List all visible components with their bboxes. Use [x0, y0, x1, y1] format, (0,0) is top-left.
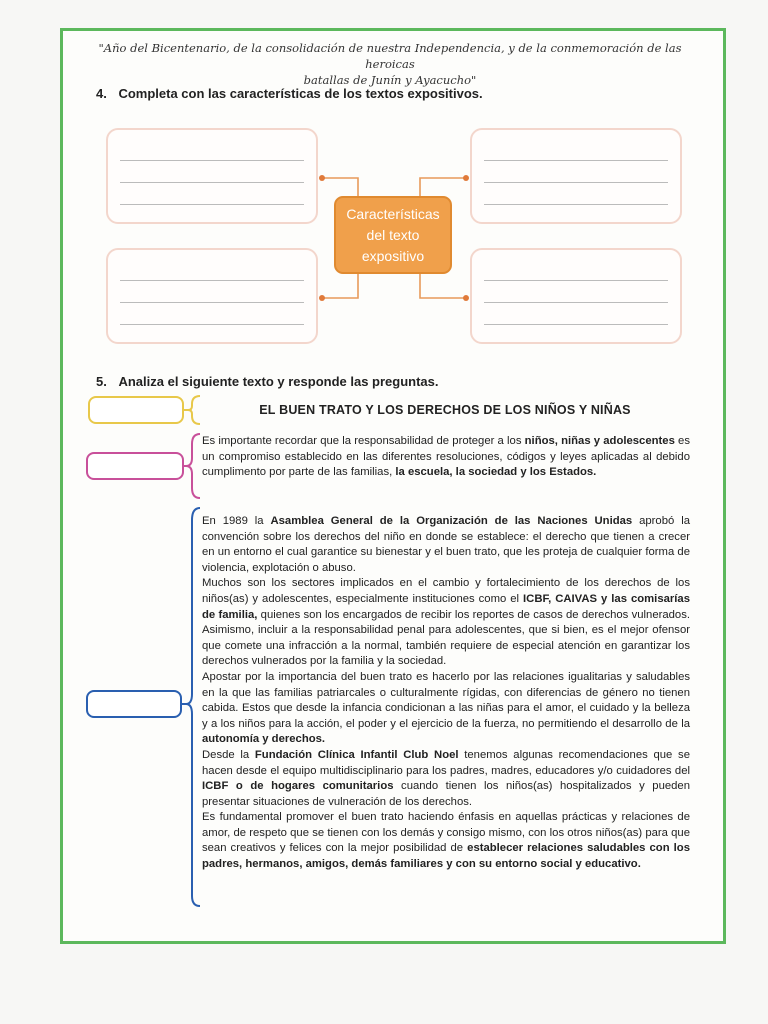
answer-box-bottom-left[interactable] — [106, 248, 318, 344]
body-paragraph-3: Apostar por la importancia del buen trato es hacerlo por las relaciones igualitarias y saludables en la que las familias patriarcales o culturalmente rígidas, con diferencias de género no tienen cabida. Estos que desde la infancia condicionan a las niñas para el amor, el cuidado y la belleza y a los niños para la acción, el poder y el ejercicio de la fuerza, no permitiendo el desarrollo de la autonomía y derechos. — [202, 670, 690, 746]
title-label-box[interactable] — [88, 396, 184, 424]
question-5-heading — [96, 374, 439, 389]
question-4-heading — [96, 86, 483, 101]
motto-line-2: batallas de Junín y Ayacucho" — [303, 73, 477, 87]
answer-box-top-left[interactable] — [106, 128, 318, 224]
center-label-line-1: Características — [346, 206, 440, 222]
motto-header — [90, 40, 690, 88]
center-concept-box — [334, 196, 452, 274]
question-4-text: Completa con las características de los textos expositivos. — [118, 86, 483, 101]
intro-paragraph: Es importante recordar que la responsabilidad de proteger a los niños, niñas y adolescentes es un compromiso establecido en las diferentes resoluciones, códigos y leyes aplicadas al debido cumplimento por parte de las familias, la escuela, la sociedad y los Estados. — [202, 435, 690, 479]
motto-line-1: "Año del Bicentenario, de la consolidación de nuestra Independencia, y de la conmemoración de las heroicas — [98, 41, 682, 71]
body-paragraph-2: Muchos son los sectores implicados en el cambio y fortalecimiento de los derechos de los niños(as) y adolescentes, especialmente instituciones como el ICBF, CAIVAS y las comisarías de familia, quienes son los encargados de recibir los reportes de casos de derechos vulnerados. Asimismo, incluir a la responsabilidad penal para adolescentes, que si bien, es el mejor ofensor que comete una infracción a la normal, también requiere de especial atención en garantizar los derechos vulnerados por la familia y la sociedad. — [202, 577, 690, 668]
question-4-number: 4. — [96, 86, 107, 101]
body-paragraph-4: Desde la Fundación Clínica Infantil Club Noel tenemos algunas recomendaciones que se hacen desde el equipo multidisciplinario para los padres, madres, educadores y/o cuidadores del ICBF o de hogares comunitarios cuando tienen los niños(as) hospitalizados y pueden presentar situaciones de vulneración de los derechos. — [202, 748, 690, 808]
center-label-line-3: expositivo — [361, 248, 425, 264]
question-5-number: 5. — [96, 374, 107, 389]
text-title: EL BUEN TRATO Y LOS DERECHOS DE LOS NIÑOS Y NIÑAS — [259, 403, 631, 417]
answer-box-top-right[interactable] — [470, 128, 682, 224]
answer-box-bottom-right[interactable] — [470, 248, 682, 344]
body-paragraph-5: Es fundamental promover el buen trato haciendo énfasis en aquellas prácticas y relaciones de amor, de respeto que se tienen con los demás y consigo mismo, con los otros niños(as) para que sean creativos y felices con la mejor posibilidad de establecer relaciones saludables con los padres, hermanos, amigos, demás familiares y con su entorno social y educativo. — [202, 811, 690, 871]
body-paragraph-1: En 1989 la Asamblea General de la Organización de las Naciones Unidas aprobó la convención sobre los derechos del niño en donde se establece: el derecho que tienen a crecer en un entorno el cual garantice su bienestar y el buen trato, que les proteja de cualquier forma de violencia, explotación o abuso. — [202, 515, 690, 574]
body-text — [202, 514, 690, 873]
question-5-text: Analiza el siguiente texto y responde las preguntas. — [118, 374, 439, 389]
center-label-line-2: del texto — [366, 227, 420, 243]
intro-label-box[interactable] — [86, 452, 184, 480]
body-label-box[interactable] — [86, 690, 182, 718]
